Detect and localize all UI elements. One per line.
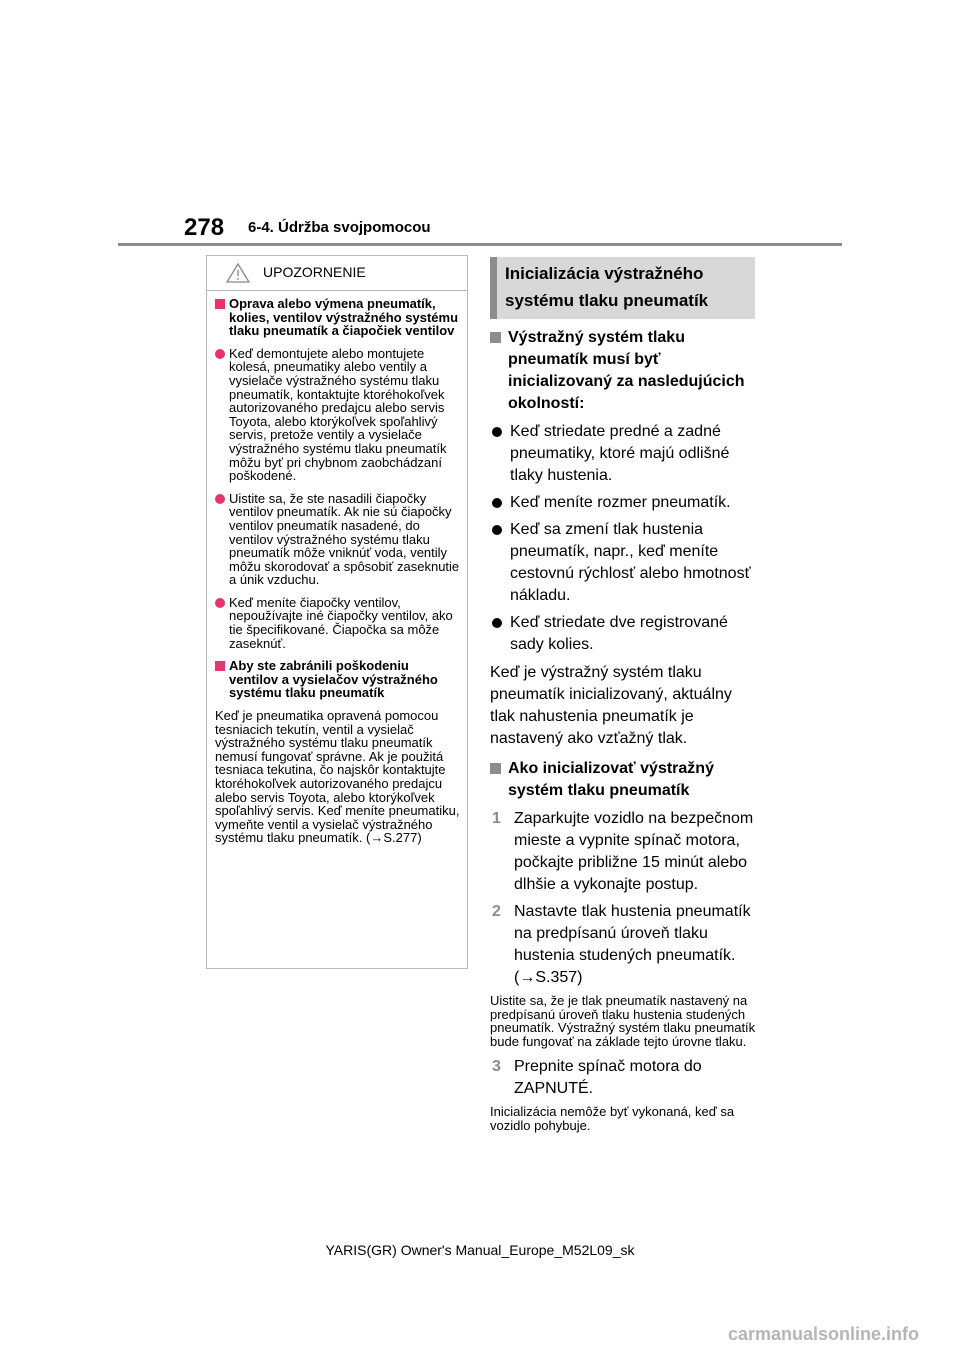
- page-number: 278: [184, 214, 225, 241]
- warning-item-text: Keď demontujete alebo montujete kolesá, pneumatiky alebo ventily a vysielače výstražného systému tlaku pneumatík, kontaktujte ktoréhokoľvek autorizovaného predajcu alebo servis Toyota, alebo ktorýkoľvek spoľahlivý servis, pretože ventily a vysielače výstražného systému tlaku pneumatík môžu byť pri chybnom zaobchádzaní poškodené.: [229, 345, 447, 484]
- step-note: Uistite sa, že je tlak pneumatík nastavený na predpísanú úroveň tlaku hustenia studených pneumatík. Výstražný systém tlaku pneumatík bude fungovať na základe tejto úrovne tlaku.: [490, 993, 756, 1049]
- section-heading: Inicializácia výstražného systému tlaku pneumatík: [490, 257, 755, 319]
- watermark: carmanualsonline.info: [728, 1324, 920, 1344]
- warning-closing-text: Keď je pneumatika opravená pomocou tesniacich tekutín, ventil a vysielač výstražného systému tlaku pneumatík nemusí fungovať správne. Ak je použitá tesniaca tekutina, čo najskôr kontaktujte ktoréhokoľvek autorizovaného predajcu alebo servis Toyota, alebo ktorýkoľvek spoľahlivý servis. Keď meníte pneumatiku, vymeňte ventil a vysielač výstražného systému tlaku pneumatík. (→S.277): [215, 708, 460, 846]
- bullet-dot-icon: [492, 498, 502, 508]
- step-number: 2: [492, 903, 501, 920]
- bullet-item: [490, 421, 760, 487]
- warning-triangle-icon: [225, 262, 251, 284]
- warning-item-text: Oprava alebo výmena pneumatík, kolies, ventilov výstražného systému tlaku pneumatík a čiapočiek ventilov: [229, 296, 459, 339]
- circle-bullet-icon: [215, 598, 225, 608]
- bullet-dot-icon: [492, 525, 502, 535]
- warning-item: [215, 347, 461, 483]
- bullet-text: Keď meníte rozmer pneumatík.: [510, 494, 731, 511]
- right-column: [490, 257, 760, 1140]
- warning-item: [215, 596, 461, 650]
- circle-bullet-icon: [215, 494, 225, 504]
- square-bullet-icon: [215, 661, 225, 671]
- header-rule: [118, 243, 842, 246]
- warning-title: UPOZORNENIE: [263, 264, 366, 280]
- warning-item-text: Keď meníte čiapočky ventilov, nepoužívajte iné čiapočky ventilov, ako tie špecifikované. Čiapočka sa môže zaseknúť.: [229, 594, 453, 651]
- circle-bullet-icon: [215, 349, 225, 359]
- step-number: 3: [492, 1058, 501, 1075]
- body-paragraph: Keď je výstražný systém tlaku pneumatík inicializovaný, aktuálny tlak nahustenia pneumatík je nastavený ako vzťažný tlak.: [490, 664, 732, 747]
- bullet-item: [490, 519, 760, 607]
- step-text: Nastavte tlak hustenia pneumatík na predpísanú úroveň tlaku hustenia studených pneumatík. (→S.357): [514, 903, 751, 986]
- warning-item: [215, 492, 461, 587]
- square-bullet-icon: [215, 299, 225, 309]
- subheading: [490, 327, 760, 415]
- footer-manual-id: YARIS(GR) Owner's Manual_Europe_M52L09_sk: [325, 1242, 635, 1258]
- warning-item: [215, 297, 461, 338]
- step-note: Inicializácia nemôže byť vykonaná, keď sa vozidlo pohybuje.: [490, 1104, 735, 1133]
- warning-item-text: Aby ste zabránili poškodeniu ventilov a vysielačov výstražného systému tlaku pneumatík: [229, 658, 438, 701]
- step-item: [490, 901, 760, 989]
- subheading: [490, 758, 760, 802]
- bullet-dot-icon: [492, 618, 502, 628]
- bullet-dot-icon: [492, 427, 502, 437]
- step-item: [490, 1056, 760, 1100]
- bullet-text: Keď striedate dve registrované sady kolies.: [510, 614, 728, 653]
- subheading-text: Ako inicializovať výstražný systém tlaku pneumatík: [508, 760, 714, 799]
- step-text: Prepnite spínač motora do ZAPNUTÉ.: [514, 1058, 702, 1097]
- subheading-text: Výstražný systém tlaku pneumatík musí byť inicializovaný za nasledujúcich okolností:: [508, 329, 745, 412]
- warning-item: [215, 659, 461, 700]
- warning-header: [207, 256, 467, 291]
- step-number: 1: [492, 810, 501, 827]
- bullet-item: [490, 492, 760, 514]
- bullet-text: Keď striedate predné a zadné pneumatiky, ktoré majú odlišné tlaky hustenia.: [510, 423, 730, 484]
- step-text: Zaparkujte vozidlo na bezpečnom mieste a vypnite spínač motora, počkajte približne 15 minút alebo dlhšie a vykonajte postup.: [514, 810, 754, 893]
- bullet-text: Keď sa zmení tlak hustenia pneumatík, napr., keď meníte cestovnú rýchlosť alebo hmotnosť nákladu.: [510, 521, 751, 604]
- square-bullet-icon: [490, 763, 501, 774]
- square-bullet-icon: [490, 332, 501, 343]
- warning-box: [206, 255, 468, 969]
- warning-item-text: Uistite sa, že ste nasadili čiapočky ventilov pneumatík. Ak nie sú čiapočky ventilov pneumatík nasadené, do ventilov výstražného systému tlaku pneumatík môže vniknúť voda, ventily môžu skorodovať a spôsobiť zaseknutie a únik vzduchu.: [229, 490, 460, 588]
- step-item: [490, 808, 760, 896]
- bullet-item: [490, 612, 760, 656]
- section-title: 6-4. Údržba svojpomocou: [248, 219, 431, 236]
